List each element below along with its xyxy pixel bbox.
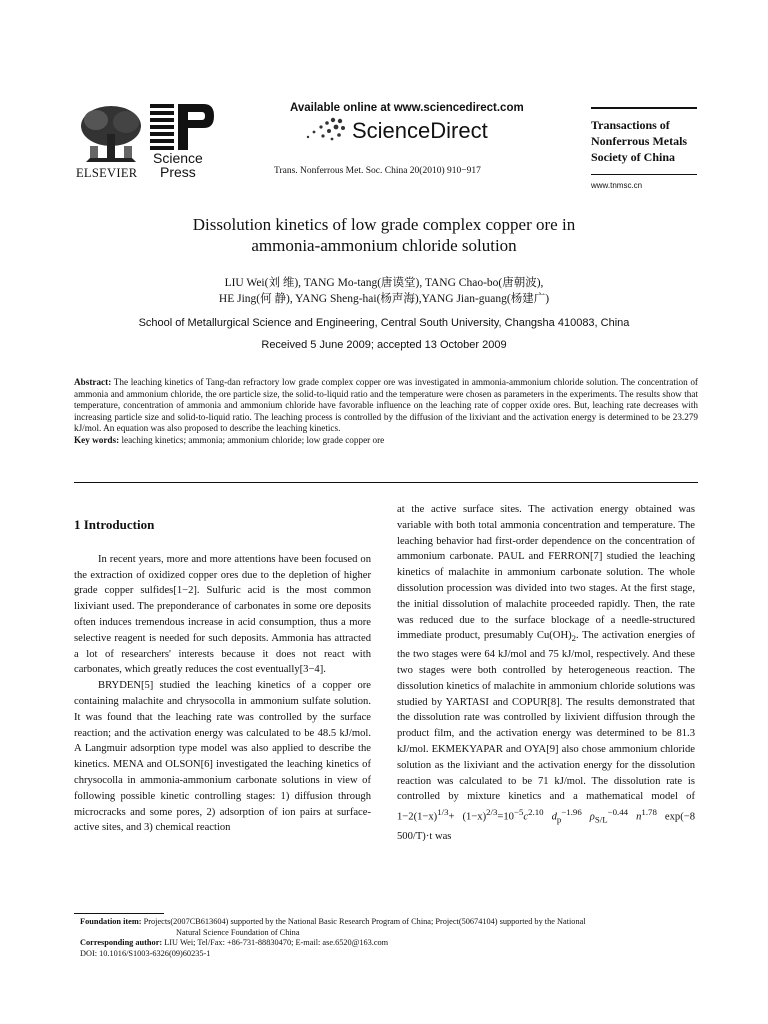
- corresponding-label: Corresponding author:: [80, 938, 163, 948]
- left-column: [74, 517, 371, 836]
- formula-sub-p: p: [556, 814, 562, 825]
- subscript-2: 2: [571, 633, 577, 644]
- article-title-line1: Dissolution kinetics of low grade complex copper ore in: [192, 215, 576, 234]
- journal-url: www.tnmsc.cn: [591, 181, 643, 190]
- elsevier-wordmark: ELSEVIER: [76, 166, 138, 180]
- journal-citation: Trans. Nonferrous Met. Soc. China 20(2010) 910−917: [274, 166, 481, 176]
- journal-name: Transactions of Nonferrous Metals Society of China: [591, 118, 688, 164]
- journal-rule-top: [591, 107, 697, 109]
- abstract-label: Abstract:: [74, 377, 112, 387]
- right-column: [397, 502, 695, 844]
- formula-sub-sl: S/L: [594, 814, 608, 825]
- formula-sup-1: 1/3: [437, 807, 449, 818]
- formula-sup-7: 1.78: [641, 807, 657, 818]
- sciencedirect-wordmark: ScienceDirect: [352, 118, 488, 143]
- footnote-foundation: [80, 917, 698, 928]
- formula-sup-5: −1.96: [561, 807, 582, 818]
- keywords-label: Key words:: [74, 434, 120, 445]
- science-press-name-line2: Press: [160, 164, 196, 180]
- footnote-divider: [74, 913, 164, 914]
- corresponding-text: LIU Wei; Tel/Fax: +86-731-88830470; E-mail: ase.6520@163.com: [164, 938, 389, 948]
- formula-rho: ρ: [581, 811, 595, 823]
- footnote-doi: DOI: 10.1016/S1003-6326(09)60235-1: [80, 948, 211, 958]
- abstract: [74, 377, 698, 446]
- right-text-a: at the active surface sites. The activation energy obtained was variable with both total ammonia concentration and temperature. The leaching behavior had first-order dependence on the concentration of ammonium carbonate. PAUL and FERRON[7] studied the leaching kinetics of malachite in ammonium carbonate solution. The whole dissolution procession was divided into two stages. At the first stage, the initial dissolution of malachite proceeded rapidly. Then, the rate was reduced due to the surface blockage of a needle-structured immediate product, presumably Cu(OH): [397, 504, 695, 642]
- foundation-label: Foundation item:: [80, 917, 142, 926]
- footnote-corresponding: [80, 938, 698, 949]
- science-press-name-line1: Science: [153, 150, 203, 166]
- paragraph-right-1: [397, 502, 695, 844]
- article-title: [0, 214, 768, 256]
- paragraph-intro-2: BRYDEN[5] studied the leaching kinetics of a copper ore containing malachite and chrysocolla in ammonium sulfate solution. It was found that the leaching rate was controlled by the surface reaction; and the activation energy was calculated to be 48.5 kJ/mol. A Langmuir adsorption type model was also applied to describe the kinetics. MENA and OLSON[6] investigated the leaching kinetics of chrysocolla in ammonia-ammonium carbonate solutions in view of following possible kinetic controlling stages: 1) diffusion through microcracks and some pores, 2) adsorption of ion pairs at surface-active sites, and 3) chemical reaction: [74, 680, 371, 834]
- received-dates: Received 5 June 2009; accepted 13 October 2009: [261, 339, 507, 351]
- formula-part-1: + (1−x): [448, 811, 487, 823]
- formula-part-2: =10: [497, 811, 514, 823]
- paragraph-intro-1: In recent years, more and more attentions have been focused on the extraction of oxidized copper ores due to the depletion of higher grade copper sulfides[1−2]. Sulfuric acid is the most common lixiviant used. The preponderance of carbonates in some ore deposits often induces tremendous increase in acid consumption, thus a more selective reagent is needed for such deposits. Ammonia has attracted a lot of researchers' interests because it does not react with carbonates, which greatly reduces the cost eventually[3−4].: [74, 553, 371, 676]
- keywords-text: leaching kinetics; ammonia; ammonium chloride; low grade copper ore: [121, 434, 385, 445]
- formula-n: n: [628, 811, 642, 823]
- formula-c: c: [523, 811, 529, 823]
- formula-sup-3: −5: [513, 807, 524, 818]
- footnote-foundation-cont: Natural Science Foundation of China: [176, 927, 300, 937]
- formula-sup-6: −0.44: [607, 807, 629, 818]
- article-title-line2: ammonia-ammonium chloride solution: [251, 236, 517, 255]
- formula-d: d: [543, 811, 557, 823]
- journal-rule-bottom: [591, 174, 697, 175]
- authors-line2: HE Jing(何 静), YANG Sheng-hai(杨声海),YANG Jian-guang(杨建广): [218, 293, 550, 305]
- formula-sup-2: 2/3: [486, 807, 498, 818]
- affiliation: School of Metallurgical Science and Engineering, Central South University, Changsha 410083, China: [138, 317, 630, 329]
- formula-part-end: exp(−8 500/T)·t was: [397, 811, 696, 842]
- authors-line1: LIU Wei(刘 维), TANG Mo-tang(唐谟堂), TANG Chao-bo(唐朝波),: [224, 277, 544, 289]
- right-text-b: . The activation energies of the two stages were 64 kJ/mol and 75 kJ/mol, respectively. And these two stages were both controlled by heterogeneous reaction. The dissolution kinetics of malachite in ammonium chloride solutions was studied by YARTASI and COPUR[8]. The results demonstrated that the dissolution rate was controlled by lixivient diffusion through the product film, and the activation energy was determined to be 81.3 kJ/mol. EKMEKYAPAR and OYA[9] also chose ammonium chloride solution as the lixiviant and the activation energy for the dissolution reaction was calculated to be 71 kJ/mol. The dissolution rate is controlled by mixture kinetics and a mathematical model of 1−2(1−x): [397, 630, 696, 823]
- footnotes: [80, 917, 698, 959]
- author-list: [0, 275, 768, 307]
- formula-sup-4: 2.10: [528, 807, 544, 818]
- sciencedirect-dots-icon: [303, 117, 347, 143]
- available-online-text: Available online at www.sciencedirect.com: [290, 102, 524, 114]
- foundation-text: Projects(2007CB613604) supported by the National Basic Research Program of China; Project(50674104) supported by the National: [143, 917, 586, 926]
- abstract-divider: [74, 482, 698, 483]
- abstract-text: The leaching kinetics of Tang-dan refractory low grade complex copper ore was investigated in ammonia-ammonium chloride solution. The concentration of ammonia and ammonium chloride, the ore particle size, the solid-to-liquid ratio and the temperature were chosen as parameters in the experiments. The results show that temperature, concentration of ammonia and ammonium chloride have favorable influence on the leaching rate of copper oxide ores. But, leaching rate decreases with increasing particle size and solid-to-liquid ratio. The leaching process is controlled by the diffusion of the lixiviant and the activation energy is determined to be 23.279 kJ/mol. An equation was also proposed to describe the leaching kinetics.: [74, 377, 698, 433]
- science-press-logo: [150, 102, 214, 150]
- section-heading-introduction: 1 Introduction: [74, 517, 155, 532]
